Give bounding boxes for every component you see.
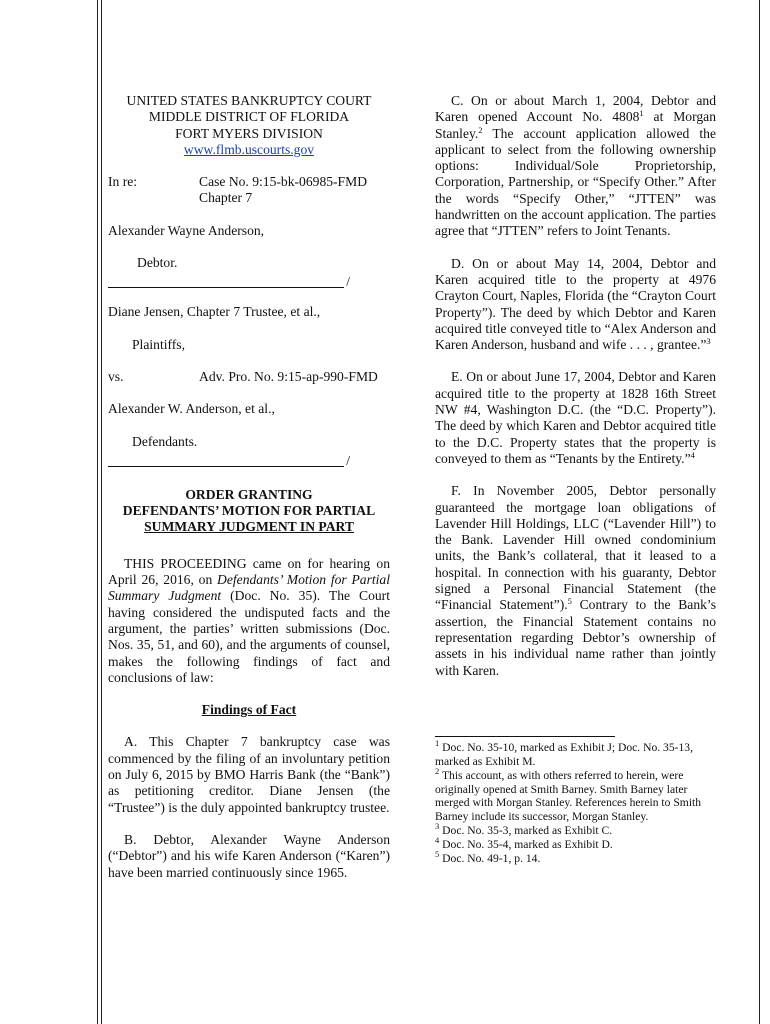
defendants-label: Defendants. bbox=[132, 433, 198, 449]
right-column bbox=[435, 93, 716, 866]
footnote-ref: 3 bbox=[706, 336, 711, 347]
plaintiffs-label: Plaintiffs, bbox=[132, 336, 185, 352]
order-title: ORDER GRANTING DEFENDANTS’ MOTION FOR PARTIAL SUMMARY JUDGMENT IN PART bbox=[122, 486, 376, 535]
court-district: MIDDLE DISTRICT OF FLORIDA bbox=[148, 109, 350, 125]
finding-e: E. On or about June 17, 2004, Debtor and Karen acquired title to the property at 1828 16th Street NW #4, Washington D.C. (the “D.C. Property”). The deed by which Karen and Debtor acquired title to the D.C. Property states that the property is conveyed to them as “Tenants by the Entirety.”$^4$ bbox=[435, 369, 716, 466]
footnote-ref: 1 bbox=[639, 108, 644, 119]
finding-f: F. In November 2005, Debtor personally guaranteed the mortgage loan obligations of Lavender Hill Holdings, LLC (“Lavender Hill”) to the Bank. Lavender Hill owned condominium units, the Bank’s collateral, that it leased to a hospital. In connection with his guaranty, Debtor signed a Personal Financial Statement (the “Financial Statement”).$^5$ Contrary to the Bank’s assertion, the Financial Statement contains no representation regarding Debtor’s ownership of assets in his individual name rather than jointly with Karen. bbox=[435, 483, 717, 678]
margin-rule-left-outer bbox=[97, 0, 98, 1024]
finding-c: C. On or about March 1, 2004, Debtor and Karen opened Account No. 4808$^1$ at Morgan Stanley.$^2$ The account application allowed the applicant to select from the following ownership options: Individual/Sole Proprietorship, Corporation, Partnership, or “Specify Other.” After the words “Specify Other,” “JTTEN” was handwritten on the account application. The parties agree that “JTTEN” refers to Joint Tenants. bbox=[435, 93, 716, 239]
court-header bbox=[108, 93, 390, 158]
footnote-4: $^4$ Doc. No. 35-4, marked as Exhibit D. bbox=[435, 835, 613, 852]
footnote-divider bbox=[435, 736, 615, 737]
debtor-label: Debtor. bbox=[137, 255, 178, 271]
margin-rule-right bbox=[759, 0, 760, 1024]
findings-heading: Findings of Fact bbox=[201, 702, 297, 718]
footnote-2: $^2$ This account, as with others referred to herein, were originally opened at Smith Barney. Smith Barney later merged with Morgan Stanley. References herein to Smith Barney include its successor, Morgan Stanley. bbox=[435, 765, 702, 824]
chapter-label: Chapter 7 bbox=[199, 190, 253, 206]
finding-b: B. Debtor, Alexander Wayne Anderson (“Debtor”) and his wife Karen Anderson (“Karen”) have been married continuously since 1965. bbox=[108, 831, 390, 880]
intro-paragraph: THIS PROCEEDING came on for hearing on April 26, 2016, on Defendants’ Motion for Partial Summary Judgment (Doc. No. 35). The Court having considered the undisputed facts and the argument, the parties’ written submissions (Doc. Nos. 35, 51, and 60), and the arguments of counsel, makes the following findings of fact and conclusions of law: bbox=[108, 555, 391, 685]
footnote-ref: 4 bbox=[690, 449, 695, 460]
debtor-name: Alexander Wayne Anderson, bbox=[108, 222, 265, 238]
left-column bbox=[108, 93, 390, 881]
footnote-1: $^1$ Doc. No. 35-10, marked as Exhibit J; Doc. No. 35-13, marked as Exhibit M. bbox=[435, 737, 693, 768]
in-re-row bbox=[108, 174, 390, 207]
vs-label: vs. bbox=[108, 368, 124, 384]
court-website-link[interactable]: www.flmb.uscourts.gov bbox=[183, 141, 315, 157]
margin-rule-left-inner bbox=[101, 0, 102, 1024]
plaintiffs-name: Diane Jensen, Chapter 7 Trustee, et al., bbox=[108, 304, 321, 320]
signature-line: / bbox=[108, 451, 344, 467]
footnotes bbox=[435, 737, 716, 866]
case-number: Case No. 9:15-bk-06985-FMD bbox=[199, 174, 368, 190]
court-division: FORT MYERS DIVISION bbox=[175, 125, 323, 141]
footnote-ref: 5 bbox=[567, 596, 572, 607]
motion-title: Defendants’ Motion for Partial Summary Judgment bbox=[108, 572, 391, 604]
defendants-name: Alexander W. Anderson, et al., bbox=[108, 401, 275, 417]
footnote-ref: 2 bbox=[478, 124, 483, 135]
adversary-proceeding-number: Adv. Pro. No. 9:15-ap-990-FMD bbox=[199, 368, 378, 384]
signature-line: / bbox=[108, 272, 344, 288]
in-re-label: In re: bbox=[108, 174, 138, 190]
vs-row bbox=[108, 369, 390, 385]
court-name: UNITED STATES BANKRUPTCY COURT bbox=[126, 93, 372, 108]
finding-d: D. On or about May 14, 2004, Debtor and Karen acquired title to the property at 4976 Crayton Court, Naples, Florida (the “Crayton Court Property”). The deed by which Debtor and Karen acquired title conveyed title to “Alex Anderson and Karen Anderson, husband and wife . . . , grantee.”$^3$ bbox=[435, 255, 716, 353]
finding-a: A. This Chapter 7 bankruptcy case was commenced by the filing of an involuntary petition on July 6, 2015 by BMO Harris Bank (the “Bank”) as petitioning creditor. Diane Jensen (the “Trustee”) is the duly appointed bankruptcy trustee. bbox=[108, 734, 390, 815]
footnote-5: $^5$ Doc. No. 49-1, p. 14. bbox=[435, 849, 541, 866]
footnote-3: $^3$ Doc. No. 35-3, marked as Exhibit C. bbox=[435, 821, 613, 838]
